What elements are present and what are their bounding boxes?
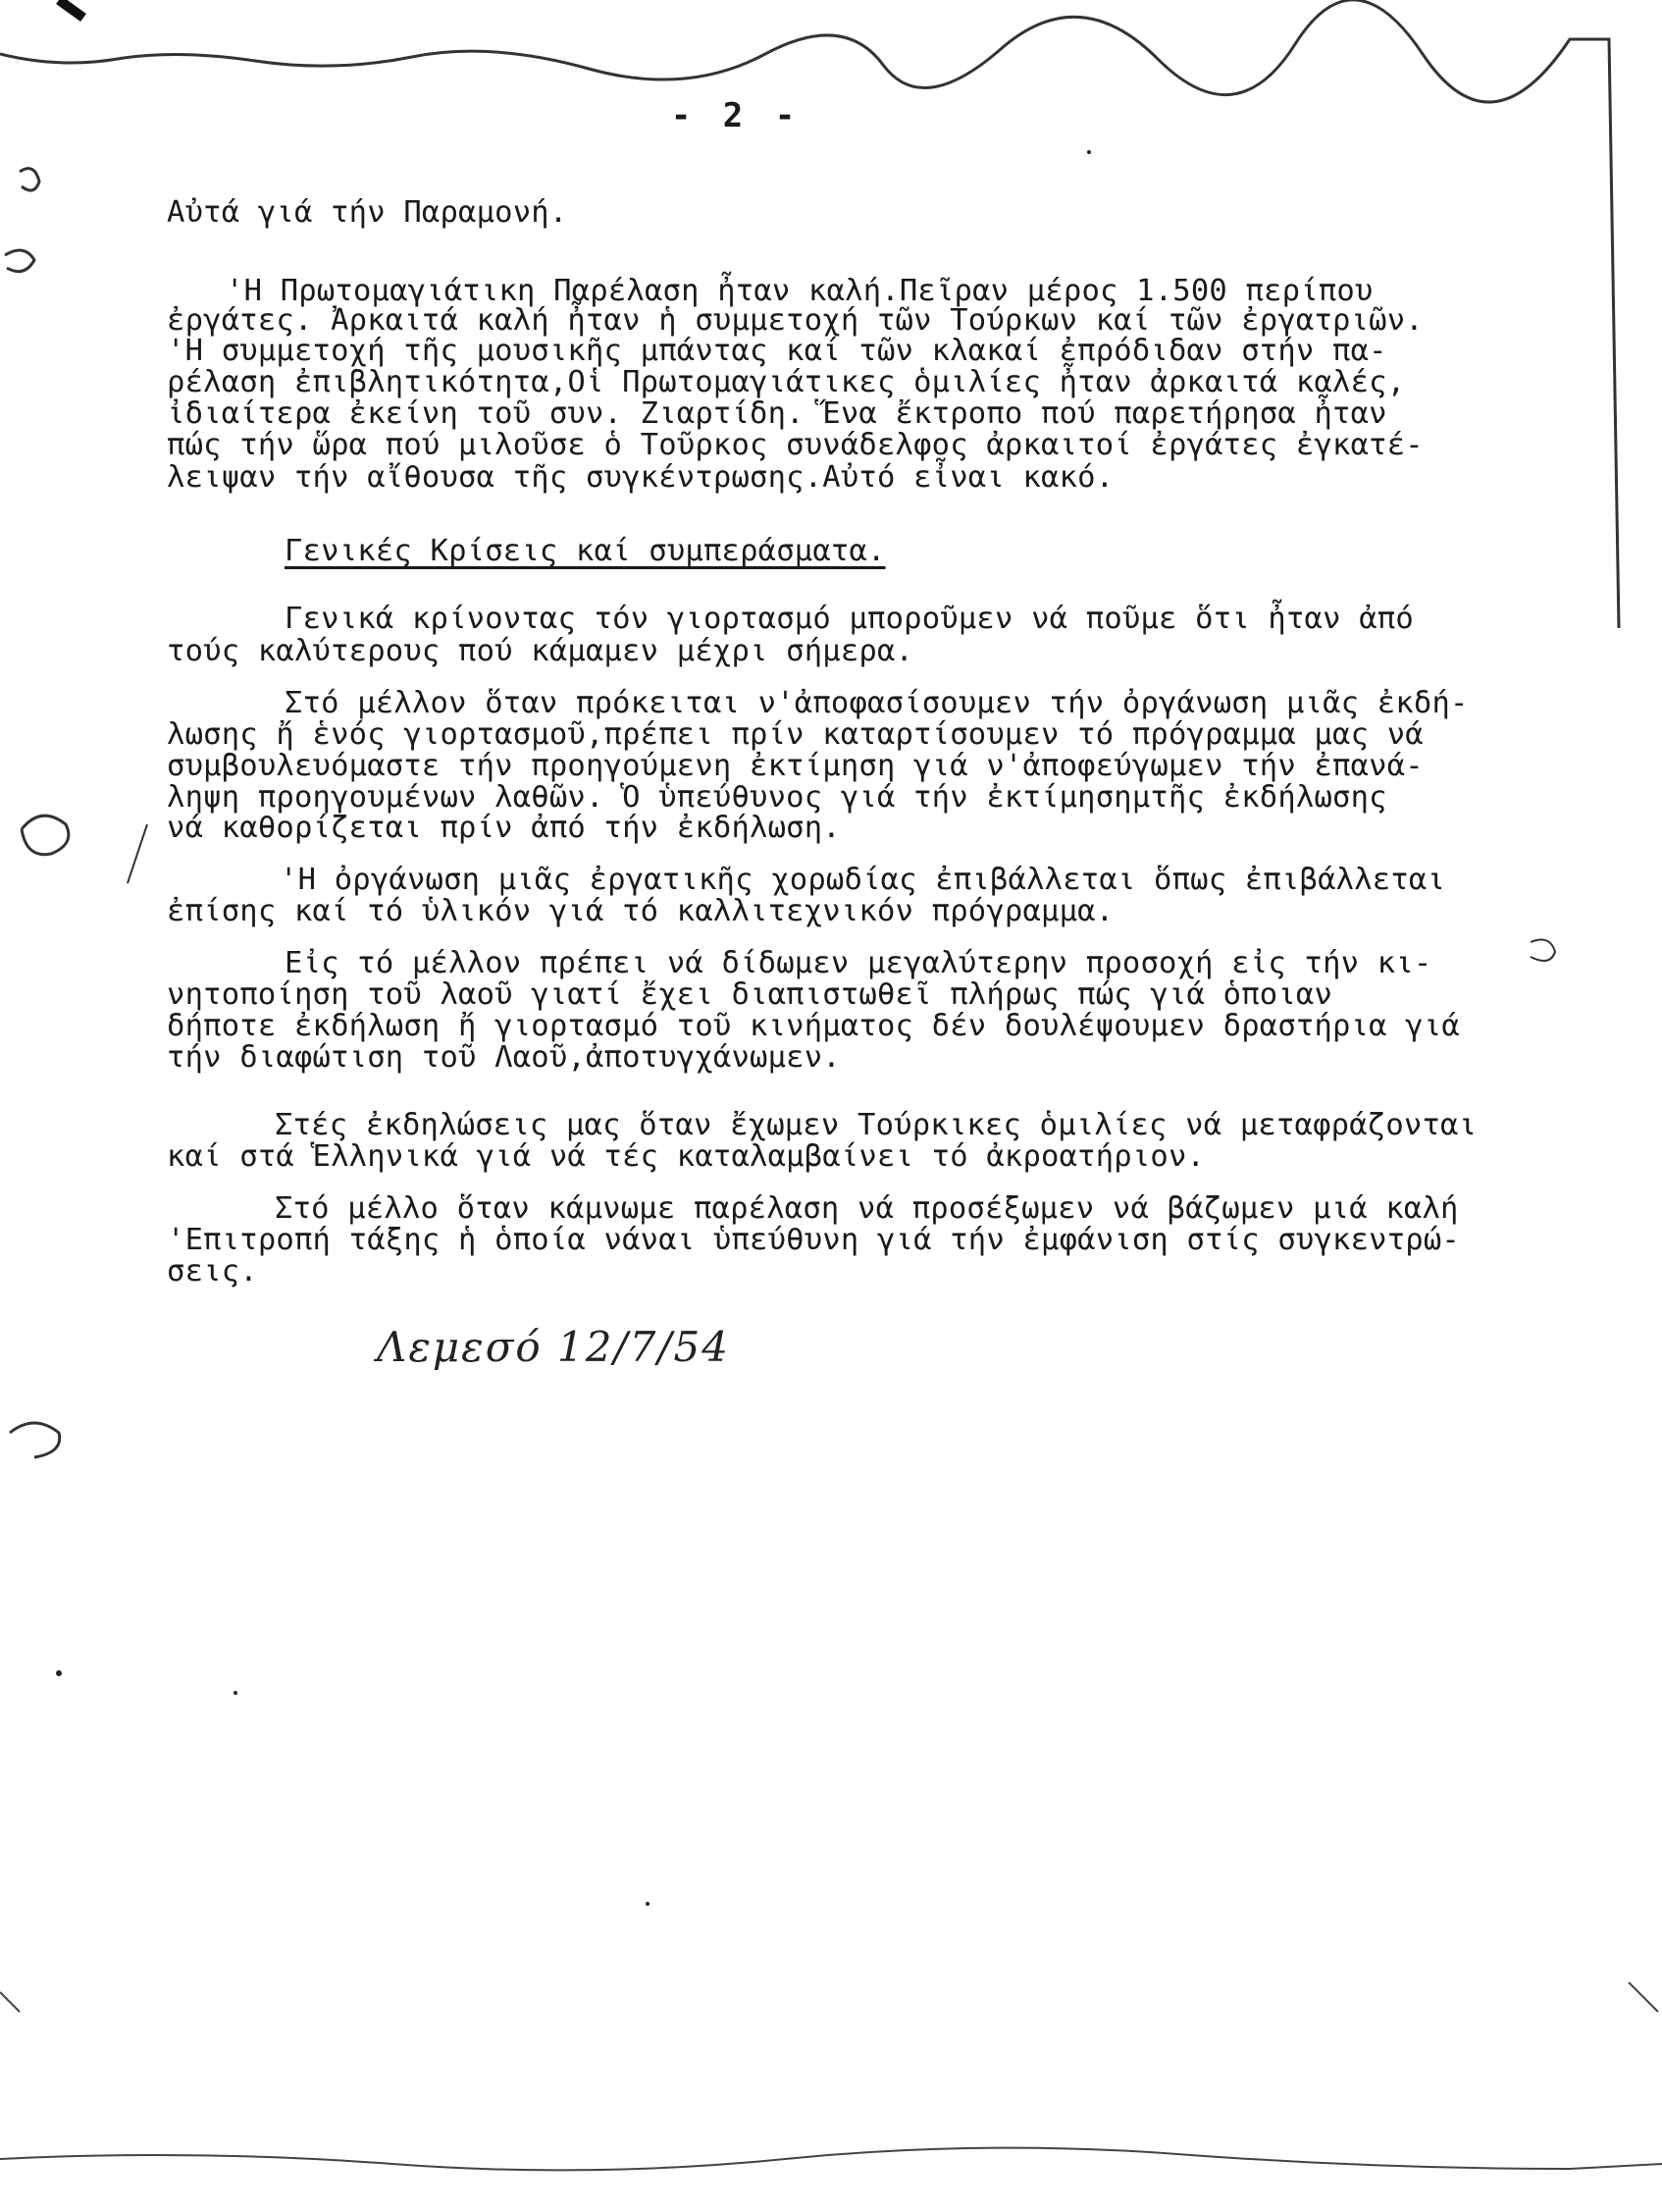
paragraph-4-line: ἐπίσης καί τό ὑλικόν γιά τό καλλιτεχνικόν πρόγραμμα. bbox=[167, 894, 1115, 928]
paragraph-1-line: ἰδιαίτερα ἐκείνη τοῦ συν. Ζιαρτίδη. Ἕνα ἔκτροπο πού παρετήρησα ἦταν bbox=[167, 396, 1387, 431]
paragraph-5-line: τήν διαφώτιση τοῦ Λαοῦ,ἀποτυγχάνωμεν. bbox=[167, 1040, 841, 1075]
paragraph-1-line: ἐργάτες. Ἀρκαιτά καλή ἦταν ἡ συμμετοχή τῶν Τούρκων καί τῶν ἐργατριῶν. bbox=[167, 303, 1424, 338]
paragraph-5-line: Εἰς τό μέλλον πρέπει νά δίδωμεν μεγαλύτερην προσοχή εἰς τήν κι- bbox=[285, 946, 1432, 980]
paragraph-3-line: συμβουλευόμαστε τήν προηγούμενη ἐκτίμηση γιά ν'ἀποφεύγωμεν τήν ἐπανά- bbox=[167, 749, 1424, 783]
paragraph-3-line: λωσης ἤ ἑνός γιορτασμοῦ,πρέπει πρίν καταρτίσουμεν τό πρόγραμμα μας νά bbox=[167, 717, 1424, 752]
intro-line: Αὐτά γιά τήν Παραμονή. bbox=[167, 195, 568, 230]
paragraph-7-line: σεις. bbox=[167, 1254, 258, 1289]
paragraph-6-line: καί στά Ἑλληνικά γιά νά τές καταλαμβαίνει τό ἀκροατήριον. bbox=[167, 1139, 1206, 1174]
paragraph-1-line: πώς τήν ὥρα πού μιλοῦσε ὁ Τοῦρκος συνάδελφος ἀρκαιτοί ἐργάτες ἐγκατέ- bbox=[167, 428, 1424, 462]
paragraph-7-line: Στό μέλλο ὅταν κάμνωμε παρέλαση νά προσέξωμεν νά βάζωμεν μιά καλή bbox=[275, 1191, 1459, 1226]
paragraph-1-line: λειψαν τήν αἴθουσα τῆς συγκέντρωσης.Αὐτό εἶναι κακό. bbox=[167, 460, 1115, 495]
paragraph-3-line: νά καθορίζεται πρίν ἀπό τήν ἐκδήλωση. bbox=[167, 811, 841, 845]
handwritten-place-date: Λεμεσό 12/7/54 bbox=[377, 1323, 730, 1371]
section-heading: Γενικές Κρίσεις καί συμπεράσματα. bbox=[285, 534, 886, 568]
page-number: - 2 - bbox=[670, 96, 802, 135]
paragraph-1-line: 'Η Πρωτομαγιάτικη Παρέλαση ἦταν καλή.Πεῖραν μέρος 1.500 περίπου bbox=[226, 274, 1374, 308]
paragraph-2-line: Γενικά κρίνοντας τόν γιορτασμό μποροῦμεν νά ποῦμε ὅτι ἦταν ἀπό bbox=[285, 602, 1414, 636]
paragraph-3-line: ληψη προηγουμένων λαθῶν. Ὁ ὑπεύθυνος γιά τήν ἐκτίμησημτῆς ἐκδήλωσης bbox=[167, 780, 1387, 815]
paragraph-7-line: 'Επιτροπή τάξης ἡ ὁποία νάναι ὑπεύθυνη γιά τήν ἐμφάνιση στίς συγκεντρώ- bbox=[167, 1223, 1460, 1257]
paragraph-5-line: δήποτε ἐκδήλωση ἤ γιορτασμό τοῦ κινήματος δέν δουλέψουμεν δραστήρια γιά bbox=[167, 1009, 1460, 1043]
paragraph-3-line: Στό μέλλον ὅταν πρόκειται ν'ἀποφασίσουμεν τήν ὀργάνωση μιᾶς ἐκδή- bbox=[285, 686, 1469, 720]
paragraph-1-line: ρέλαση ἐπιβλητικότητα,Οἱ Πρωτομαγιάτικες ὁμιλίες ἦταν ἀρκαιτά καλές, bbox=[167, 365, 1406, 399]
paragraph-6-line: Στές ἐκδηλώσεις μας ὅταν ἔχωμεν Τούρκικες ὁμιλίες νά μεταφράζονται bbox=[275, 1108, 1478, 1142]
paragraph-2-line: τούς καλύτερους πού κάμαμεν μέχρι σήμερα. bbox=[167, 634, 914, 668]
paragraph-4-line: 'Η ὀργάνωση μιᾶς ἐργατικῆς χορωδίας ἐπιβάλλεται ὅπως ἐπιβάλλεται bbox=[280, 863, 1446, 897]
paragraph-1-line: 'Η συμμετοχή τῆς μουσικῆς μπάντας καί τῶν κλακαί ἐπρόδιδαν στήν πα- bbox=[167, 334, 1387, 368]
paragraph-5-line: νητοποίηση τοῦ λαοῦ γιατί ἔχει διαπιστωθεῖ πλήρως πώς γιά ὁποιαν bbox=[167, 977, 1333, 1012]
